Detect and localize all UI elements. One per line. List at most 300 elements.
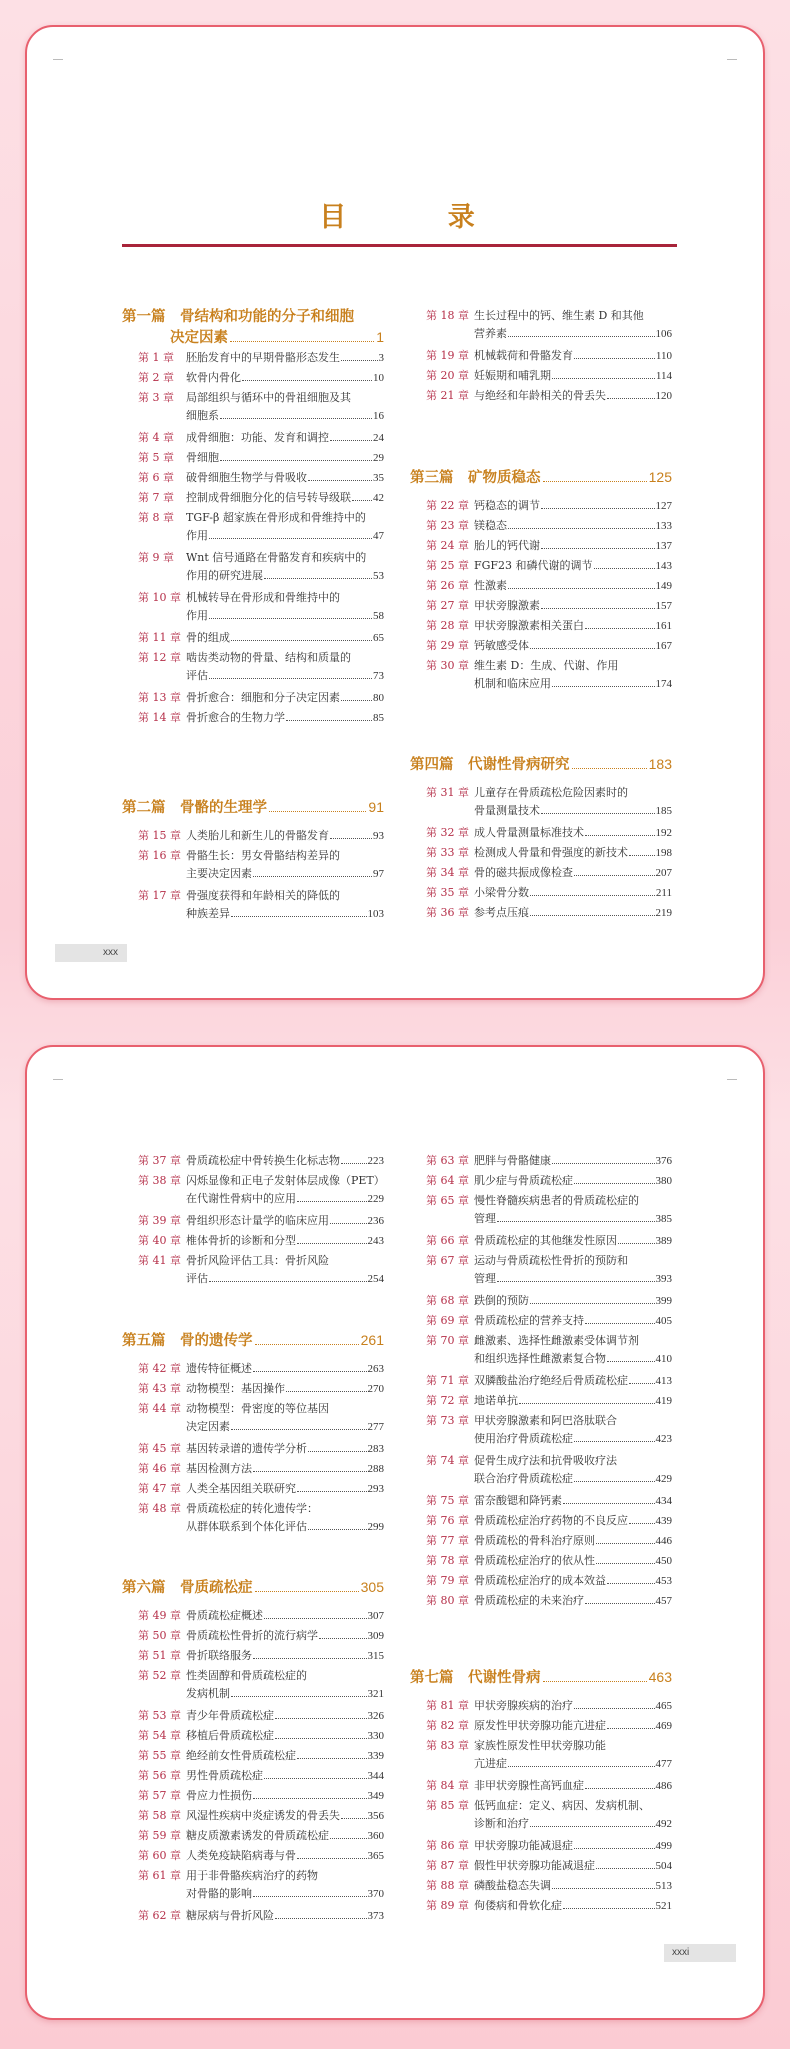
chapter-entry bbox=[426, 347, 672, 365]
chapter-title-line bbox=[186, 449, 384, 467]
chapter-number: 第 5 章 bbox=[138, 451, 174, 464]
chapter-title-line bbox=[474, 497, 672, 515]
dot-leader bbox=[572, 768, 647, 769]
chapter-page-number: 47 bbox=[373, 530, 384, 542]
chapter-title-line bbox=[474, 1512, 672, 1530]
dot-leader bbox=[585, 628, 655, 629]
chapter-number: 第 89 章 bbox=[426, 1899, 469, 1912]
dot-leader bbox=[543, 481, 647, 482]
dot-leader bbox=[231, 1429, 367, 1430]
dot-leader bbox=[607, 398, 655, 399]
chapter-page-number: 10 bbox=[373, 372, 384, 384]
chapter-title-line bbox=[186, 489, 384, 507]
dot-leader bbox=[585, 1603, 655, 1604]
chapter-title-line bbox=[186, 667, 384, 685]
chapter-title-text: 骨细胞 bbox=[186, 451, 219, 464]
dot-leader bbox=[209, 618, 372, 619]
chapter-title bbox=[186, 1627, 384, 1645]
chapter-page-number: 413 bbox=[655, 1375, 672, 1387]
dot-leader bbox=[530, 1826, 655, 1827]
chapter-title-line bbox=[474, 904, 672, 922]
chapter-page-number: 477 bbox=[655, 1758, 672, 1770]
chapter-title-line bbox=[474, 387, 672, 405]
chapter-page-number: 85 bbox=[373, 712, 384, 724]
chapter-page-number: 133 bbox=[655, 520, 672, 532]
chapter-title-line bbox=[186, 1190, 384, 1208]
dot-leader bbox=[275, 1918, 367, 1919]
chapter-number: 第 14 章 bbox=[138, 711, 181, 724]
chapter-title-text: 骨质疏松症的其他继发性原因 bbox=[474, 1234, 617, 1247]
chapter-number: 第 62 章 bbox=[138, 1909, 181, 1922]
part-page-number: 261 bbox=[360, 1332, 384, 1348]
dot-leader bbox=[341, 700, 372, 701]
chapter-page-number: 376 bbox=[655, 1155, 672, 1167]
part-page-number: 183 bbox=[648, 756, 672, 772]
chapter-entry bbox=[426, 1552, 672, 1570]
chapter-number: 第 43 章 bbox=[138, 1382, 181, 1395]
chapter-title-line bbox=[474, 1412, 672, 1430]
chapter-title bbox=[186, 1907, 384, 1925]
part-heading bbox=[122, 797, 384, 818]
chapter-title bbox=[186, 1847, 384, 1865]
chapter-title-line bbox=[474, 1777, 672, 1795]
chapter-number: 第 15 章 bbox=[138, 829, 181, 842]
chapter-title bbox=[474, 617, 672, 635]
chapter-title-text: 骨骼生长：男女骨骼结构差异的 bbox=[186, 849, 340, 862]
chapter-number: 第 88 章 bbox=[426, 1879, 469, 1892]
chapter-title-line bbox=[186, 1867, 384, 1885]
chapter-title-line bbox=[186, 509, 384, 527]
dot-leader bbox=[574, 1848, 655, 1849]
chapter-title bbox=[186, 429, 384, 447]
dot-leader bbox=[508, 336, 655, 337]
chapter-title-text: 管理 bbox=[474, 1272, 496, 1285]
chapter-title bbox=[186, 549, 384, 585]
chapter-page-number: 29 bbox=[373, 452, 384, 464]
chapter-title bbox=[186, 1232, 384, 1250]
chapter-title bbox=[474, 1592, 672, 1610]
chapter-title-line bbox=[186, 1232, 384, 1250]
chapter-title-text: 骨的磁共振成像检查 bbox=[474, 866, 573, 879]
chapter-title-line bbox=[186, 1460, 384, 1478]
dot-leader bbox=[596, 1543, 655, 1544]
chapter-title-line bbox=[186, 1647, 384, 1665]
chapter-title-line bbox=[186, 1787, 384, 1805]
chapter-number: 第 86 章 bbox=[426, 1839, 469, 1852]
chapter-number: 第 9 章 bbox=[138, 551, 174, 564]
chapter-title bbox=[474, 1717, 672, 1735]
chapter-title-line bbox=[186, 1252, 384, 1270]
chapter-title-line bbox=[186, 1172, 384, 1190]
chapter-number: 第 74 章 bbox=[426, 1454, 469, 1467]
chapter-title-text: 双膦酸盐治疗绝经后骨质疏松症 bbox=[474, 1374, 628, 1387]
chapter-number: 第 40 章 bbox=[138, 1234, 181, 1247]
chapter-entry bbox=[138, 1767, 384, 1785]
chapter-number: 第 57 章 bbox=[138, 1789, 181, 1802]
part-title: 决定因素 bbox=[170, 329, 228, 346]
chapter-title-text: 遗传特征概述 bbox=[186, 1362, 252, 1375]
chapter-entry bbox=[426, 824, 672, 842]
chapter-page-number: 453 bbox=[655, 1575, 672, 1587]
dot-leader bbox=[585, 1788, 655, 1789]
chapter-entry bbox=[138, 1380, 384, 1398]
chapter-title bbox=[186, 1607, 384, 1625]
chapter-entry bbox=[138, 1727, 384, 1745]
chapter-page-number: 114 bbox=[655, 370, 672, 382]
part-page-number: 125 bbox=[648, 469, 672, 485]
dot-leader bbox=[574, 1708, 655, 1709]
chapter-title-line bbox=[474, 1350, 672, 1368]
chapter-entry bbox=[426, 1412, 672, 1448]
chapter-title bbox=[474, 824, 672, 842]
chapter-title-text: 骨折愈合：细胞和分子决定因素 bbox=[186, 691, 340, 704]
dot-leader bbox=[574, 358, 655, 359]
chapter-title bbox=[186, 589, 384, 625]
chapter-number: 第 32 章 bbox=[426, 826, 469, 839]
chapter-number: 第 36 章 bbox=[426, 906, 469, 919]
chapter-page-number: 127 bbox=[655, 500, 672, 512]
chapter-title bbox=[474, 1492, 672, 1510]
chapter-title-text: 骨质疏松症治疗药物的不良反应 bbox=[474, 1514, 628, 1527]
chapter-title bbox=[474, 537, 672, 555]
chapter-title-text: 糖皮质激素诱发的骨质疏松症 bbox=[186, 1829, 329, 1842]
chapter-entry bbox=[138, 389, 384, 425]
chapter-entry bbox=[138, 1807, 384, 1825]
chapter-page-number: 35 bbox=[373, 472, 384, 484]
chapter-entry bbox=[426, 1532, 672, 1550]
chapter-number: 第 28 章 bbox=[426, 619, 469, 632]
chapter-title bbox=[186, 649, 384, 685]
chapter-page-number: 198 bbox=[655, 847, 672, 859]
dot-leader bbox=[497, 1281, 655, 1282]
chapter-title bbox=[474, 1697, 672, 1715]
chapter-entry bbox=[426, 844, 672, 862]
part-title: 第四篇 代谢性骨病研究 bbox=[410, 756, 570, 773]
chapter-number: 第 38 章 bbox=[138, 1174, 181, 1187]
chapter-page-number: 465 bbox=[655, 1700, 672, 1712]
chapter-number: 第 78 章 bbox=[426, 1554, 469, 1567]
chapter-title-text: 骨应力性损伤 bbox=[186, 1789, 252, 1802]
chapter-title-text: 人类免疫缺陷病毒与骨 bbox=[186, 1849, 296, 1862]
chapter-page-number: 419 bbox=[655, 1395, 672, 1407]
chapter-title-text: 和组织选择性雌激素复合物 bbox=[474, 1352, 606, 1365]
chapter-title-line bbox=[186, 589, 384, 607]
crop-mark bbox=[53, 59, 63, 60]
chapter-title-text: 闪烁显像和正电子发射体层成像（PET） bbox=[186, 1174, 385, 1187]
chapter-title-line bbox=[474, 1857, 672, 1875]
chapter-title-line bbox=[186, 1518, 384, 1536]
dot-leader bbox=[264, 578, 372, 579]
chapter-title-line bbox=[474, 1232, 672, 1250]
chapter-title-text: 骨折联络服务 bbox=[186, 1649, 252, 1662]
chapter-number: 第 79 章 bbox=[426, 1574, 469, 1587]
chapter-title-line bbox=[474, 1172, 672, 1190]
chapter-title-text: 营养素 bbox=[474, 327, 507, 340]
chapter-title bbox=[186, 709, 384, 727]
dot-leader bbox=[341, 360, 378, 361]
chapter-title bbox=[474, 307, 672, 343]
chapter-title bbox=[474, 1532, 672, 1550]
chapter-page-number: 277 bbox=[367, 1421, 384, 1433]
dot-leader bbox=[209, 538, 372, 539]
chapter-title-line bbox=[474, 1532, 672, 1550]
dot-leader bbox=[297, 1491, 367, 1492]
chapter-title-text: 人类全基因组关联研究 bbox=[186, 1482, 296, 1495]
chapter-entry bbox=[138, 1500, 384, 1536]
chapter-title-line bbox=[186, 407, 384, 425]
chapter-entry bbox=[426, 1837, 672, 1855]
chapter-entry bbox=[138, 629, 384, 647]
chapter-entry bbox=[426, 557, 672, 575]
chapter-title bbox=[474, 1797, 672, 1833]
chapter-title-text: 从群体联系到个体化评估 bbox=[186, 1520, 307, 1533]
dot-leader bbox=[255, 1344, 359, 1345]
chapter-title-text: 骨质疏松症治疗的依从性 bbox=[474, 1554, 595, 1567]
dot-leader bbox=[519, 1403, 655, 1404]
dot-leader bbox=[508, 528, 655, 529]
chapter-title-line bbox=[474, 1592, 672, 1610]
chapter-title-text: 跌倒的预防 bbox=[474, 1294, 529, 1307]
chapter-title-line bbox=[186, 1767, 384, 1785]
chapter-title-text: 骨折风险评估工具：骨折风险 bbox=[186, 1254, 329, 1267]
chapter-title-line bbox=[474, 1755, 672, 1773]
dot-leader bbox=[297, 1201, 367, 1202]
chapter-title-text: 评估 bbox=[186, 1272, 208, 1285]
chapter-entry bbox=[426, 1777, 672, 1795]
dot-leader bbox=[530, 895, 655, 896]
dot-leader bbox=[530, 1303, 655, 1304]
toc-page-2 bbox=[25, 1045, 765, 2020]
chapter-number: 第 34 章 bbox=[426, 866, 469, 879]
chapter-title-line bbox=[186, 1727, 384, 1745]
chapter-page-number: 42 bbox=[373, 492, 384, 504]
chapter-title-line bbox=[186, 629, 384, 647]
chapter-number: 第 18 章 bbox=[426, 309, 469, 322]
chapter-page-number: 219 bbox=[655, 907, 672, 919]
chapter-title bbox=[186, 469, 384, 487]
dot-leader bbox=[541, 813, 655, 814]
chapter-page-number: 16 bbox=[373, 410, 384, 422]
chapter-page-number: 223 bbox=[367, 1155, 384, 1167]
chapter-page-number: 58 bbox=[373, 610, 384, 622]
dot-leader bbox=[563, 1503, 655, 1504]
chapter-number: 第 82 章 bbox=[426, 1719, 469, 1732]
chapter-entry bbox=[138, 1480, 384, 1498]
chapter-title-text: 种族差异 bbox=[186, 907, 230, 920]
chapter-entry bbox=[138, 509, 384, 545]
chapter-number: 第 55 章 bbox=[138, 1749, 181, 1762]
chapter-number: 第 50 章 bbox=[138, 1629, 181, 1642]
chapter-title bbox=[474, 557, 672, 575]
dot-leader bbox=[286, 720, 372, 721]
chapter-entry bbox=[138, 589, 384, 625]
chapter-title-line bbox=[186, 1500, 384, 1518]
chapter-title-line bbox=[474, 1797, 672, 1815]
chapter-title bbox=[474, 497, 672, 515]
chapter-title-text: 生长过程中的钙、维生素 D 和其他 bbox=[474, 309, 644, 322]
dot-leader bbox=[330, 838, 372, 839]
chapter-title-line bbox=[474, 1270, 672, 1288]
chapter-number: 第 87 章 bbox=[426, 1859, 469, 1872]
dot-leader bbox=[352, 500, 372, 501]
chapter-entry bbox=[426, 1332, 672, 1368]
chapter-page-number: 356 bbox=[367, 1810, 384, 1822]
chapter-number: 第 42 章 bbox=[138, 1362, 181, 1375]
chapter-entry bbox=[138, 1667, 384, 1703]
dot-leader bbox=[530, 648, 655, 649]
chapter-page-number: 373 bbox=[367, 1910, 384, 1922]
chapter-entry bbox=[426, 1877, 672, 1895]
chapter-title bbox=[186, 389, 384, 425]
chapter-entry bbox=[138, 1460, 384, 1478]
chapter-title-line bbox=[474, 557, 672, 575]
title-rule bbox=[122, 244, 677, 247]
dot-leader bbox=[607, 1728, 655, 1729]
chapter-entry bbox=[138, 1867, 384, 1903]
chapter-title-line bbox=[474, 1252, 672, 1270]
chapter-page-number: 307 bbox=[367, 1610, 384, 1622]
dot-leader bbox=[308, 1529, 367, 1530]
chapter-title-text: 评估 bbox=[186, 669, 208, 682]
chapter-number: 第 1 章 bbox=[138, 351, 174, 364]
chapter-number: 第 85 章 bbox=[426, 1799, 469, 1812]
chapter-number: 第 69 章 bbox=[426, 1314, 469, 1327]
chapter-title-line bbox=[186, 607, 384, 625]
chapter-page-number: 24 bbox=[373, 432, 384, 444]
chapter-title-line bbox=[186, 429, 384, 447]
chapter-title bbox=[186, 1440, 384, 1458]
chapter-number: 第 4 章 bbox=[138, 431, 174, 444]
dot-leader bbox=[319, 1638, 367, 1639]
chapter-title-line bbox=[474, 1815, 672, 1833]
chapter-number: 第 76 章 bbox=[426, 1514, 469, 1527]
chapter-title-text: 联合治疗骨质疏松症 bbox=[474, 1472, 573, 1485]
chapter-title bbox=[186, 369, 384, 387]
chapter-title-line bbox=[474, 1152, 672, 1170]
chapter-title-line bbox=[474, 617, 672, 635]
dot-leader bbox=[497, 1221, 655, 1222]
chapter-entry bbox=[426, 1572, 672, 1590]
chapter-title-text: 青少年骨质疏松症 bbox=[186, 1709, 274, 1722]
chapter-title-text: 甲状旁腺功能减退症 bbox=[474, 1839, 573, 1852]
chapter-title-line bbox=[186, 1418, 384, 1436]
chapter-number: 第 64 章 bbox=[426, 1174, 469, 1187]
chapter-entry bbox=[138, 1400, 384, 1436]
chapter-number: 第 8 章 bbox=[138, 511, 174, 524]
chapter-title bbox=[474, 884, 672, 902]
chapter-title-text: 甲状旁腺激素 bbox=[474, 599, 540, 612]
dot-leader bbox=[330, 1838, 367, 1839]
chapter-title-line bbox=[186, 1607, 384, 1625]
part-heading bbox=[122, 307, 384, 348]
chapter-title-line bbox=[186, 549, 384, 567]
chapter-title-line bbox=[474, 1470, 672, 1488]
dot-leader bbox=[297, 1758, 367, 1759]
dot-leader bbox=[253, 1896, 367, 1897]
chapter-number: 第 33 章 bbox=[426, 846, 469, 859]
chapter-title bbox=[474, 1232, 672, 1250]
chapter-entry bbox=[138, 1747, 384, 1765]
chapter-page-number: 399 bbox=[655, 1295, 672, 1307]
part-title-line bbox=[122, 1577, 384, 1598]
chapter-title-text: 管理 bbox=[474, 1212, 496, 1225]
chapter-entry bbox=[138, 689, 384, 707]
dot-leader bbox=[264, 1618, 367, 1619]
chapter-title-line bbox=[186, 1885, 384, 1903]
chapter-page-number: 446 bbox=[655, 1535, 672, 1547]
chapter-title bbox=[186, 1480, 384, 1498]
chapter-number: 第 21 章 bbox=[426, 389, 469, 402]
chapter-page-number: 321 bbox=[367, 1688, 384, 1700]
chapter-title-line bbox=[186, 847, 384, 865]
dot-leader bbox=[541, 548, 655, 549]
dot-leader bbox=[275, 1738, 367, 1739]
dot-leader bbox=[255, 1591, 359, 1592]
chapter-title-line bbox=[186, 649, 384, 667]
chapter-page-number: 157 bbox=[655, 600, 672, 612]
chapter-entry bbox=[426, 1152, 672, 1170]
chapter-page-number: 254 bbox=[367, 1273, 384, 1285]
dot-leader bbox=[574, 1183, 655, 1184]
chapter-page-number: 309 bbox=[367, 1630, 384, 1642]
page-title: 目 录 bbox=[319, 202, 521, 233]
chapter-title-text: 诊断和治疗 bbox=[474, 1817, 529, 1830]
dot-leader bbox=[220, 418, 372, 419]
chapter-number: 第 29 章 bbox=[426, 639, 469, 652]
chapter-entry bbox=[426, 1372, 672, 1390]
chapter-title-text: 用于非骨骼疾病治疗的药物 bbox=[186, 1869, 318, 1882]
chapter-entry bbox=[426, 1292, 672, 1310]
chapter-title-text: 骨组织形态计量学的临床应用 bbox=[186, 1214, 329, 1227]
chapter-entry bbox=[426, 387, 672, 405]
chapter-title bbox=[186, 1172, 384, 1208]
chapter-title-text: 妊娠期和哺乳期 bbox=[474, 369, 551, 382]
chapter-title-line bbox=[474, 517, 672, 535]
chapter-number: 第 6 章 bbox=[138, 471, 174, 484]
chapter-title bbox=[474, 904, 672, 922]
chapter-title-text: 作用 bbox=[186, 529, 208, 542]
chapter-title-line bbox=[474, 1192, 672, 1210]
chapter-entry bbox=[426, 1252, 672, 1288]
chapter-title-text: 骨质疏松症的营养支持 bbox=[474, 1314, 584, 1327]
chapter-title-line bbox=[474, 1717, 672, 1735]
chapter-page-number: 293 bbox=[367, 1483, 384, 1495]
dot-leader bbox=[541, 508, 655, 509]
dot-leader bbox=[596, 1563, 655, 1564]
chapter-page-number: 439 bbox=[655, 1515, 672, 1527]
chapter-title bbox=[474, 1552, 672, 1570]
chapter-entry bbox=[138, 1607, 384, 1625]
chapter-entry bbox=[426, 1592, 672, 1610]
chapter-title-line bbox=[474, 1430, 672, 1448]
chapter-title-text: 作用的研究进展 bbox=[186, 569, 263, 582]
chapter-title-line bbox=[186, 709, 384, 727]
dot-leader bbox=[242, 380, 372, 381]
chapter-title bbox=[474, 1372, 672, 1390]
chapter-title-line bbox=[474, 844, 672, 862]
chapter-number: 第 47 章 bbox=[138, 1482, 181, 1495]
chapter-title-text: 机械转导在骨形成和骨维持中的 bbox=[186, 591, 340, 604]
chapter-entry bbox=[426, 1897, 672, 1915]
chapter-page-number: 360 bbox=[367, 1830, 384, 1842]
chapter-title-text: 性激素 bbox=[474, 579, 507, 592]
chapter-entry bbox=[426, 497, 672, 515]
chapter-entry bbox=[138, 449, 384, 467]
chapter-entry bbox=[138, 1172, 384, 1208]
dot-leader bbox=[508, 588, 655, 589]
chapter-title-line bbox=[186, 389, 384, 407]
dot-leader bbox=[629, 1523, 655, 1524]
